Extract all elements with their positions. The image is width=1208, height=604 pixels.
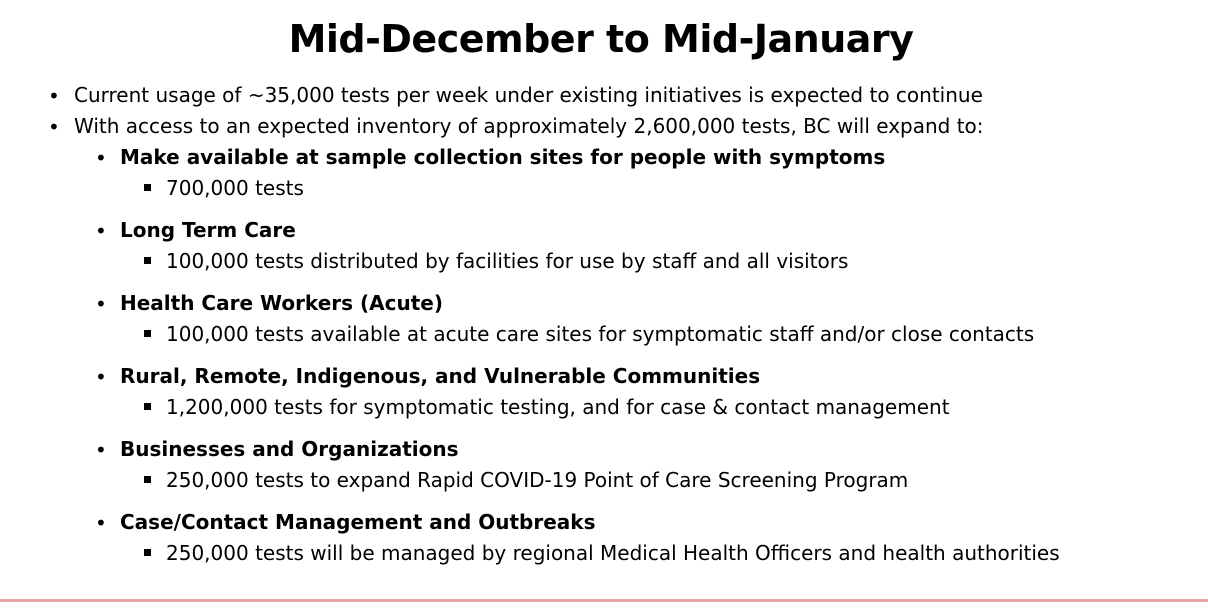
square-bullet-icon <box>144 184 151 191</box>
bullet-current-usage: Current usage of ~35,000 tests per week under existing initiatives is expected to continue <box>74 83 983 107</box>
slide-title: Mid-December to Mid-January <box>288 17 914 61</box>
category-detail: 1,200,000 tests for symptomatic testing, and for case & contact management <box>166 395 950 419</box>
category-detail: 250,000 tests will be managed by regional Medical Health Officers and health authorities <box>166 541 1060 565</box>
category-heading: Long Term Care <box>120 218 296 242</box>
sub-bullet-marker: • <box>95 292 107 316</box>
sub-bullet-marker: • <box>95 365 107 389</box>
category-heading: Businesses and Organizations <box>120 437 459 461</box>
sub-bullet-marker: • <box>95 219 107 243</box>
category-heading: Health Care Workers (Acute) <box>120 291 443 315</box>
category-heading: Rural, Remote, Indigenous, and Vulnerable Communities <box>120 364 761 388</box>
category-detail: 100,000 tests available at acute care sites for symptomatic staff and/or close contacts <box>166 322 1035 346</box>
sub-bullet-marker: • <box>95 511 107 535</box>
category-heading: Case/Contact Management and Outbreaks <box>120 510 596 534</box>
bullet-marker: • <box>48 84 60 108</box>
category-detail: 700,000 tests <box>166 176 304 200</box>
square-bullet-icon <box>144 257 151 264</box>
category-heading: Make available at sample collection sites for people with symptoms <box>120 145 886 169</box>
sub-bullet-marker: • <box>95 146 107 170</box>
square-bullet-icon <box>144 330 151 337</box>
sub-bullet-marker: • <box>95 438 107 462</box>
category-detail: 250,000 tests to expand Rapid COVID-19 Point of Care Screening Program <box>166 468 909 492</box>
bullet-marker: • <box>48 115 60 139</box>
square-bullet-icon <box>144 403 151 410</box>
category-detail: 100,000 tests distributed by facilities for use by staff and all visitors <box>166 249 849 273</box>
bullet-expand-intro: With access to an expected inventory of approximately 2,600,000 tests, BC will expand to: <box>74 114 984 138</box>
square-bullet-icon <box>144 476 151 483</box>
square-bullet-icon <box>144 549 151 556</box>
bottom-divider <box>0 599 1208 602</box>
